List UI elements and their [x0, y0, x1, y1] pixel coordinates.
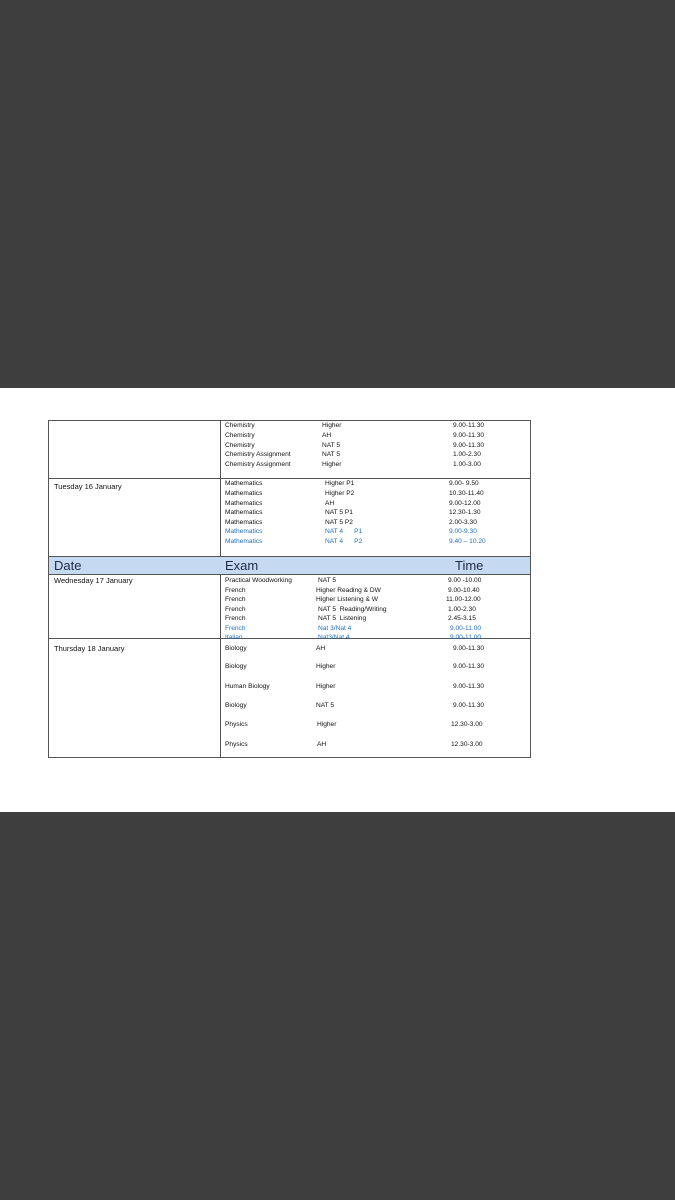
subject-cell: Chemistry [225, 422, 255, 429]
level-cell: NAT 5 Listening [318, 615, 367, 622]
subject-cell: Chemistry Assignment [225, 461, 291, 468]
time-cell: 9.00-11.30 [453, 702, 485, 709]
time-cell: 12.30-3.00 [451, 721, 483, 728]
level-cell: NAT 4 P1 [325, 528, 363, 535]
time-cell: 12.30-1.30 [449, 509, 481, 516]
time-cell: 2.00-3.30 [449, 519, 477, 526]
row-divider [49, 478, 530, 479]
level-cell: Higher P1 [325, 480, 355, 487]
header-time: Time [455, 558, 484, 573]
level-cell: Higher Reading & DW [316, 587, 381, 594]
level-cell: Higher P2 [325, 490, 355, 497]
time-cell: 9.00- 9.50 [449, 480, 479, 487]
level-cell: NAT 5 [322, 442, 341, 449]
subject-cell: Italian [225, 634, 243, 641]
subject-cell: Biology [225, 645, 247, 652]
time-cell: 1.00-3.00 [453, 461, 481, 468]
time-cell: 9.00-12.00 [449, 500, 481, 507]
subject-cell: Mathematics [225, 509, 263, 516]
time-cell: 9.00-11.30 [453, 442, 485, 449]
subject-cell: French [225, 615, 246, 622]
level-cell: Nat 3/Nat 4 [318, 625, 352, 632]
level-cell: AH [316, 645, 326, 652]
subject-cell: Physics [225, 721, 248, 728]
subject-cell: Practical Woodworking [225, 577, 292, 584]
time-cell: 9.00-11.30 [453, 422, 485, 429]
time-cell: 2.45-3.15 [448, 615, 476, 622]
level-cell: NAT 4 P2 [325, 538, 363, 545]
subject-cell: Physics [225, 741, 248, 748]
date-tuesday: Tuesday 16 January [54, 482, 122, 491]
subject-cell: French [225, 625, 246, 632]
subject-cell: Mathematics [225, 538, 263, 545]
subject-cell: French [225, 587, 246, 594]
time-cell: 9.00-11.00 [450, 625, 482, 632]
level-cell: NAT 5 P2 [325, 519, 353, 526]
time-cell: 1.00-2.30 [448, 606, 476, 613]
time-cell: 12.30-3.00 [451, 741, 483, 748]
subject-cell: French [225, 596, 246, 603]
subject-cell: Chemistry [225, 432, 255, 439]
time-cell: 9.00-11.30 [453, 432, 485, 439]
subject-cell: Human Biology [225, 683, 270, 690]
time-cell: 9.00-11.30 [453, 683, 485, 690]
time-cell: 11.00-12.00 [446, 596, 481, 603]
time-cell: 1.00-2.30 [453, 451, 481, 458]
time-cell: 9.00 -10.00 [448, 577, 482, 584]
level-cell: AH [322, 432, 332, 439]
level-cell: Higher [316, 663, 336, 670]
header-exam: Exam [225, 558, 259, 573]
level-cell: NAT 5 [318, 577, 337, 584]
level-cell: Higher Listening & W [316, 596, 378, 603]
subject-cell: Mathematics [225, 490, 263, 497]
subject-cell: Mathematics [225, 480, 263, 487]
level-cell: AH [325, 500, 335, 507]
time-cell: 9.00-9.30 [449, 528, 477, 535]
time-cell: 9.00-11.30 [453, 663, 485, 670]
time-cell: 10.30-11.40 [449, 490, 484, 497]
subject-cell: Mathematics [225, 519, 263, 526]
column-divider [220, 421, 221, 757]
level-cell: Higher [317, 721, 337, 728]
level-cell: NAT 5 P1 [325, 509, 353, 516]
level-cell: Higher [322, 461, 342, 468]
date-thursday: Thursday 18 January [54, 644, 125, 653]
subject-cell: Chemistry Assignment [225, 451, 291, 458]
time-cell: 9.00-11.30 [453, 645, 485, 652]
level-cell: Nat3/Nat 4 [318, 634, 350, 641]
subject-cell: French [225, 606, 246, 613]
header-date: Date [54, 558, 82, 573]
level-cell: Higher [316, 683, 336, 690]
date-wednesday: Wednesday 17 January [54, 576, 133, 585]
level-cell: Higher [322, 422, 342, 429]
subject-cell: Biology [225, 702, 247, 709]
subject-cell: Biology [225, 663, 247, 670]
subject-cell: Mathematics [225, 528, 263, 535]
exam-timetable [48, 420, 531, 758]
subject-cell: Mathematics [225, 500, 263, 507]
level-cell: AH [317, 741, 327, 748]
document-page [0, 388, 675, 812]
subject-cell: Chemistry [225, 442, 255, 449]
level-cell: NAT 5 [322, 451, 341, 458]
time-cell: 9.40 – 10.20 [449, 538, 486, 545]
time-cell: 9.00-10.40 [448, 587, 480, 594]
time-cell: 9.00-11.00 [450, 634, 482, 641]
level-cell: NAT 5 Reading/Writing [318, 606, 387, 613]
level-cell: NAT 5 [316, 702, 335, 709]
